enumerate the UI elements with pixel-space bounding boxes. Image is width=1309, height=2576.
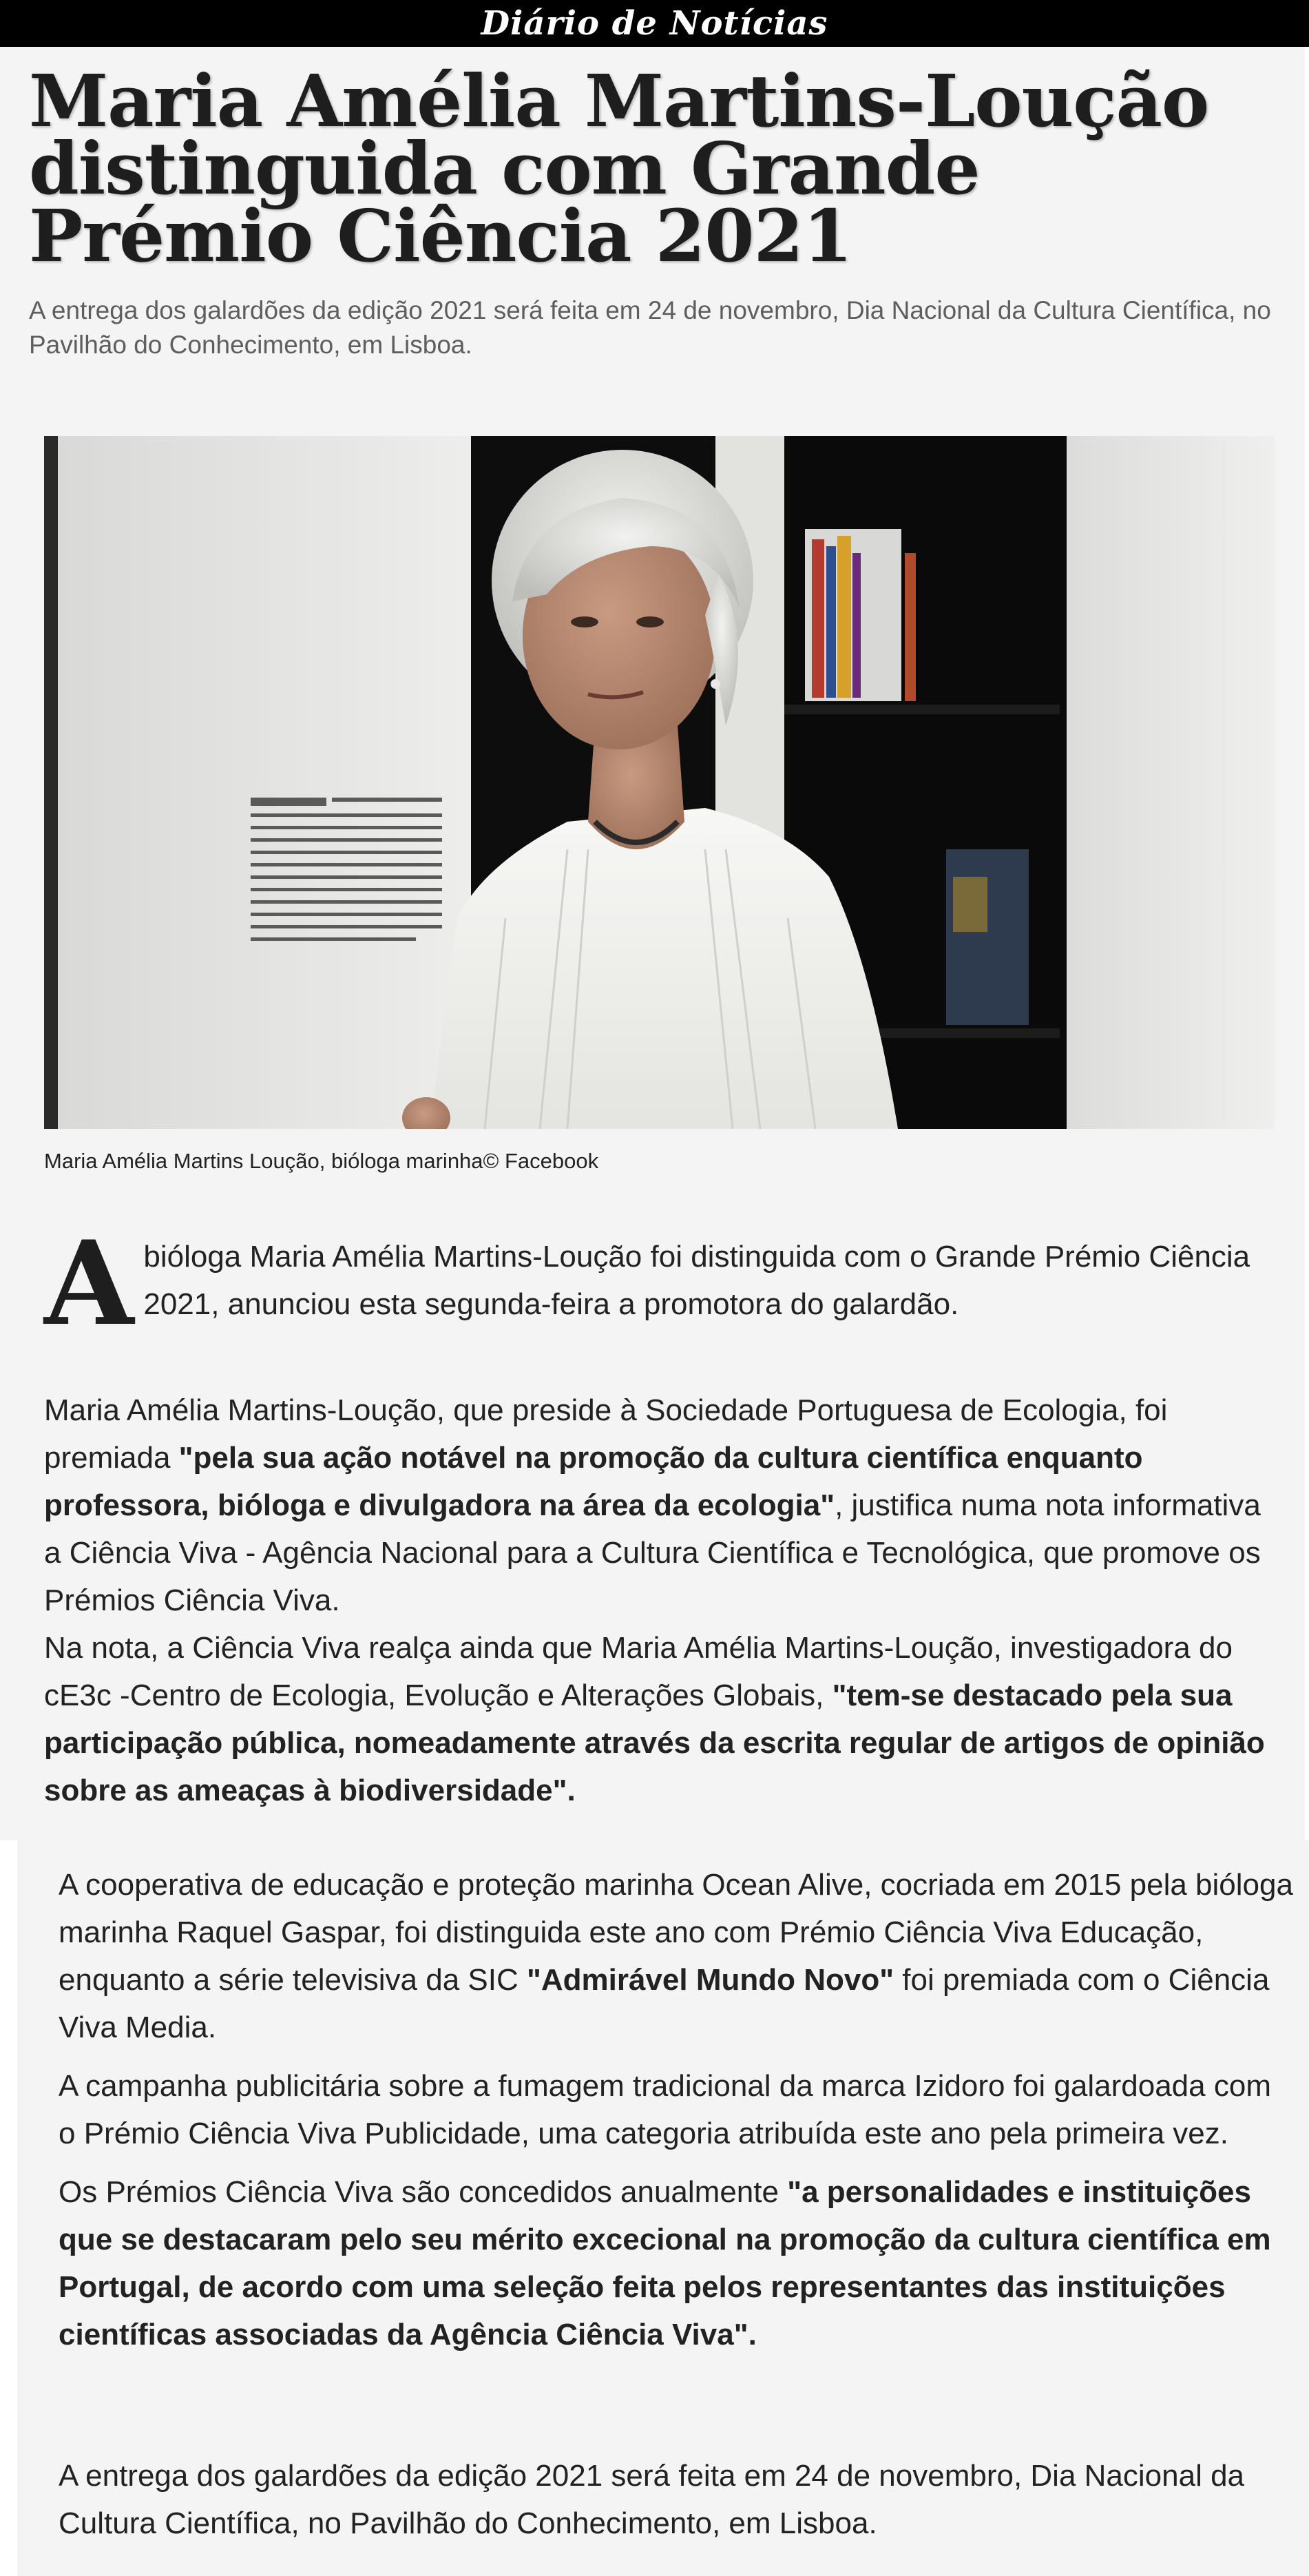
article-top-section <box>0 47 1305 1840</box>
paragraph-4-text-a: A cooperativa de educação e proteção marinha Ocean Alive, cocriada em 2015 pela bióloga marinha Raquel Gaspar, foi distinguida este ano com Prémio Ciência Viva Educação, enquanto a série televisiva da SIC <box>59 1868 1293 1997</box>
site-logo[interactable]: Diário de Notícias <box>481 4 828 43</box>
site-header <box>0 0 1309 47</box>
article-title: Maria Amélia Martins-Loução distinguida com Grande Prémio Ciência 2021 <box>29 59 1209 278</box>
paragraph-3-quote: "tem-se destacado pela sua participação pública, nomeadamente através da escrita regular de artigos de opinião sobre as ameaças à biodiversidade". <box>44 1679 1265 1807</box>
paragraph-3 <box>44 1624 1275 1814</box>
paragraph-2 <box>44 1386 1275 1624</box>
dropcap-letter: A <box>44 1215 134 1351</box>
paragraph-6-text-a: Os Prémios Ciência Viva são concedidos anualmente <box>59 2175 788 2209</box>
article-lower-section <box>17 1840 1309 2576</box>
photo-illustration <box>44 436 1275 1129</box>
paragraph-3-text-a: Na nota, a Ciência Viva realça ainda que Maria Amélia Martins-Loução, investigadora do cE3c -Centro de Ecologia, Evolução e Alterações Globais, <box>44 1631 1233 1712</box>
paragraph-5-text: A campanha publicitária sobre a fumagem tradicional da marca Izidoro foi galardoada com o Prémio Ciência Viva Publicidade, uma categoria atribuída este ano pela primeira vez. <box>59 2069 1271 2150</box>
article-photo[interactable] <box>44 436 1275 1129</box>
paragraph-4-show-title: "Admirável Mundo Novo" <box>526 1963 894 1997</box>
article-subtitle: A entrega dos galardões da edição 2021 será feita em 24 de novembro, Dia Nacional da Cultura Científica, no Pavilhão do Conhecimento, em Lisboa. <box>29 296 1271 359</box>
paragraph-7-text: A entrega dos galardões da edição 2021 será feita em 24 de novembro, Dia Nacional da Cultura Científica, no Pavilhão do Conhecimento, em Lisboa. <box>59 2459 1245 2540</box>
paragraph-4 <box>59 1861 1295 2051</box>
paragraph-7 <box>59 2452 1295 2547</box>
paragraph-1 <box>44 1215 1275 1351</box>
paragraph-2-text-a: Maria Amélia Martins-Loução, que preside à Sociedade Portuguesa de Ecologia, foi premiada <box>44 1393 1168 1475</box>
paragraph-2-text-c: , justifica numa nota informativa a Ciência Viva - Agência Nacional para a Cultura Científica e Tecnológica, que promove os Prémios Ciência Viva. <box>44 1488 1261 1617</box>
paragraph-6-quote: "a personalidades e instituições que se destacaram pelo seu mérito excecional na promoção da cultura científica em Portugal, de acordo com uma seleção feita pelos representantes das instituições científicas associadas da Agência Ciência Viva". <box>59 2175 1271 2351</box>
paragraph-2-quote: "pela sua ação notável na promoção da cultura científica enquanto professora, bióloga e divulgadora na área da ecologia" <box>44 1441 1143 1522</box>
photo-caption: Maria Amélia Martins Loução, bióloga marinha© Facebook <box>44 1149 599 1173</box>
paragraph-4-text-c: foi premiada com o Ciência Viva Media. <box>59 1963 1270 2044</box>
paragraph-1-text: bióloga Maria Amélia Martins-Loução foi distinguida com o Grande Prémio Ciência 2021, anunciou esta segunda-feira a promotora do galardão. <box>143 1240 1250 1321</box>
paragraph-6 <box>59 2168 1295 2358</box>
paragraph-5 <box>59 2062 1295 2157</box>
